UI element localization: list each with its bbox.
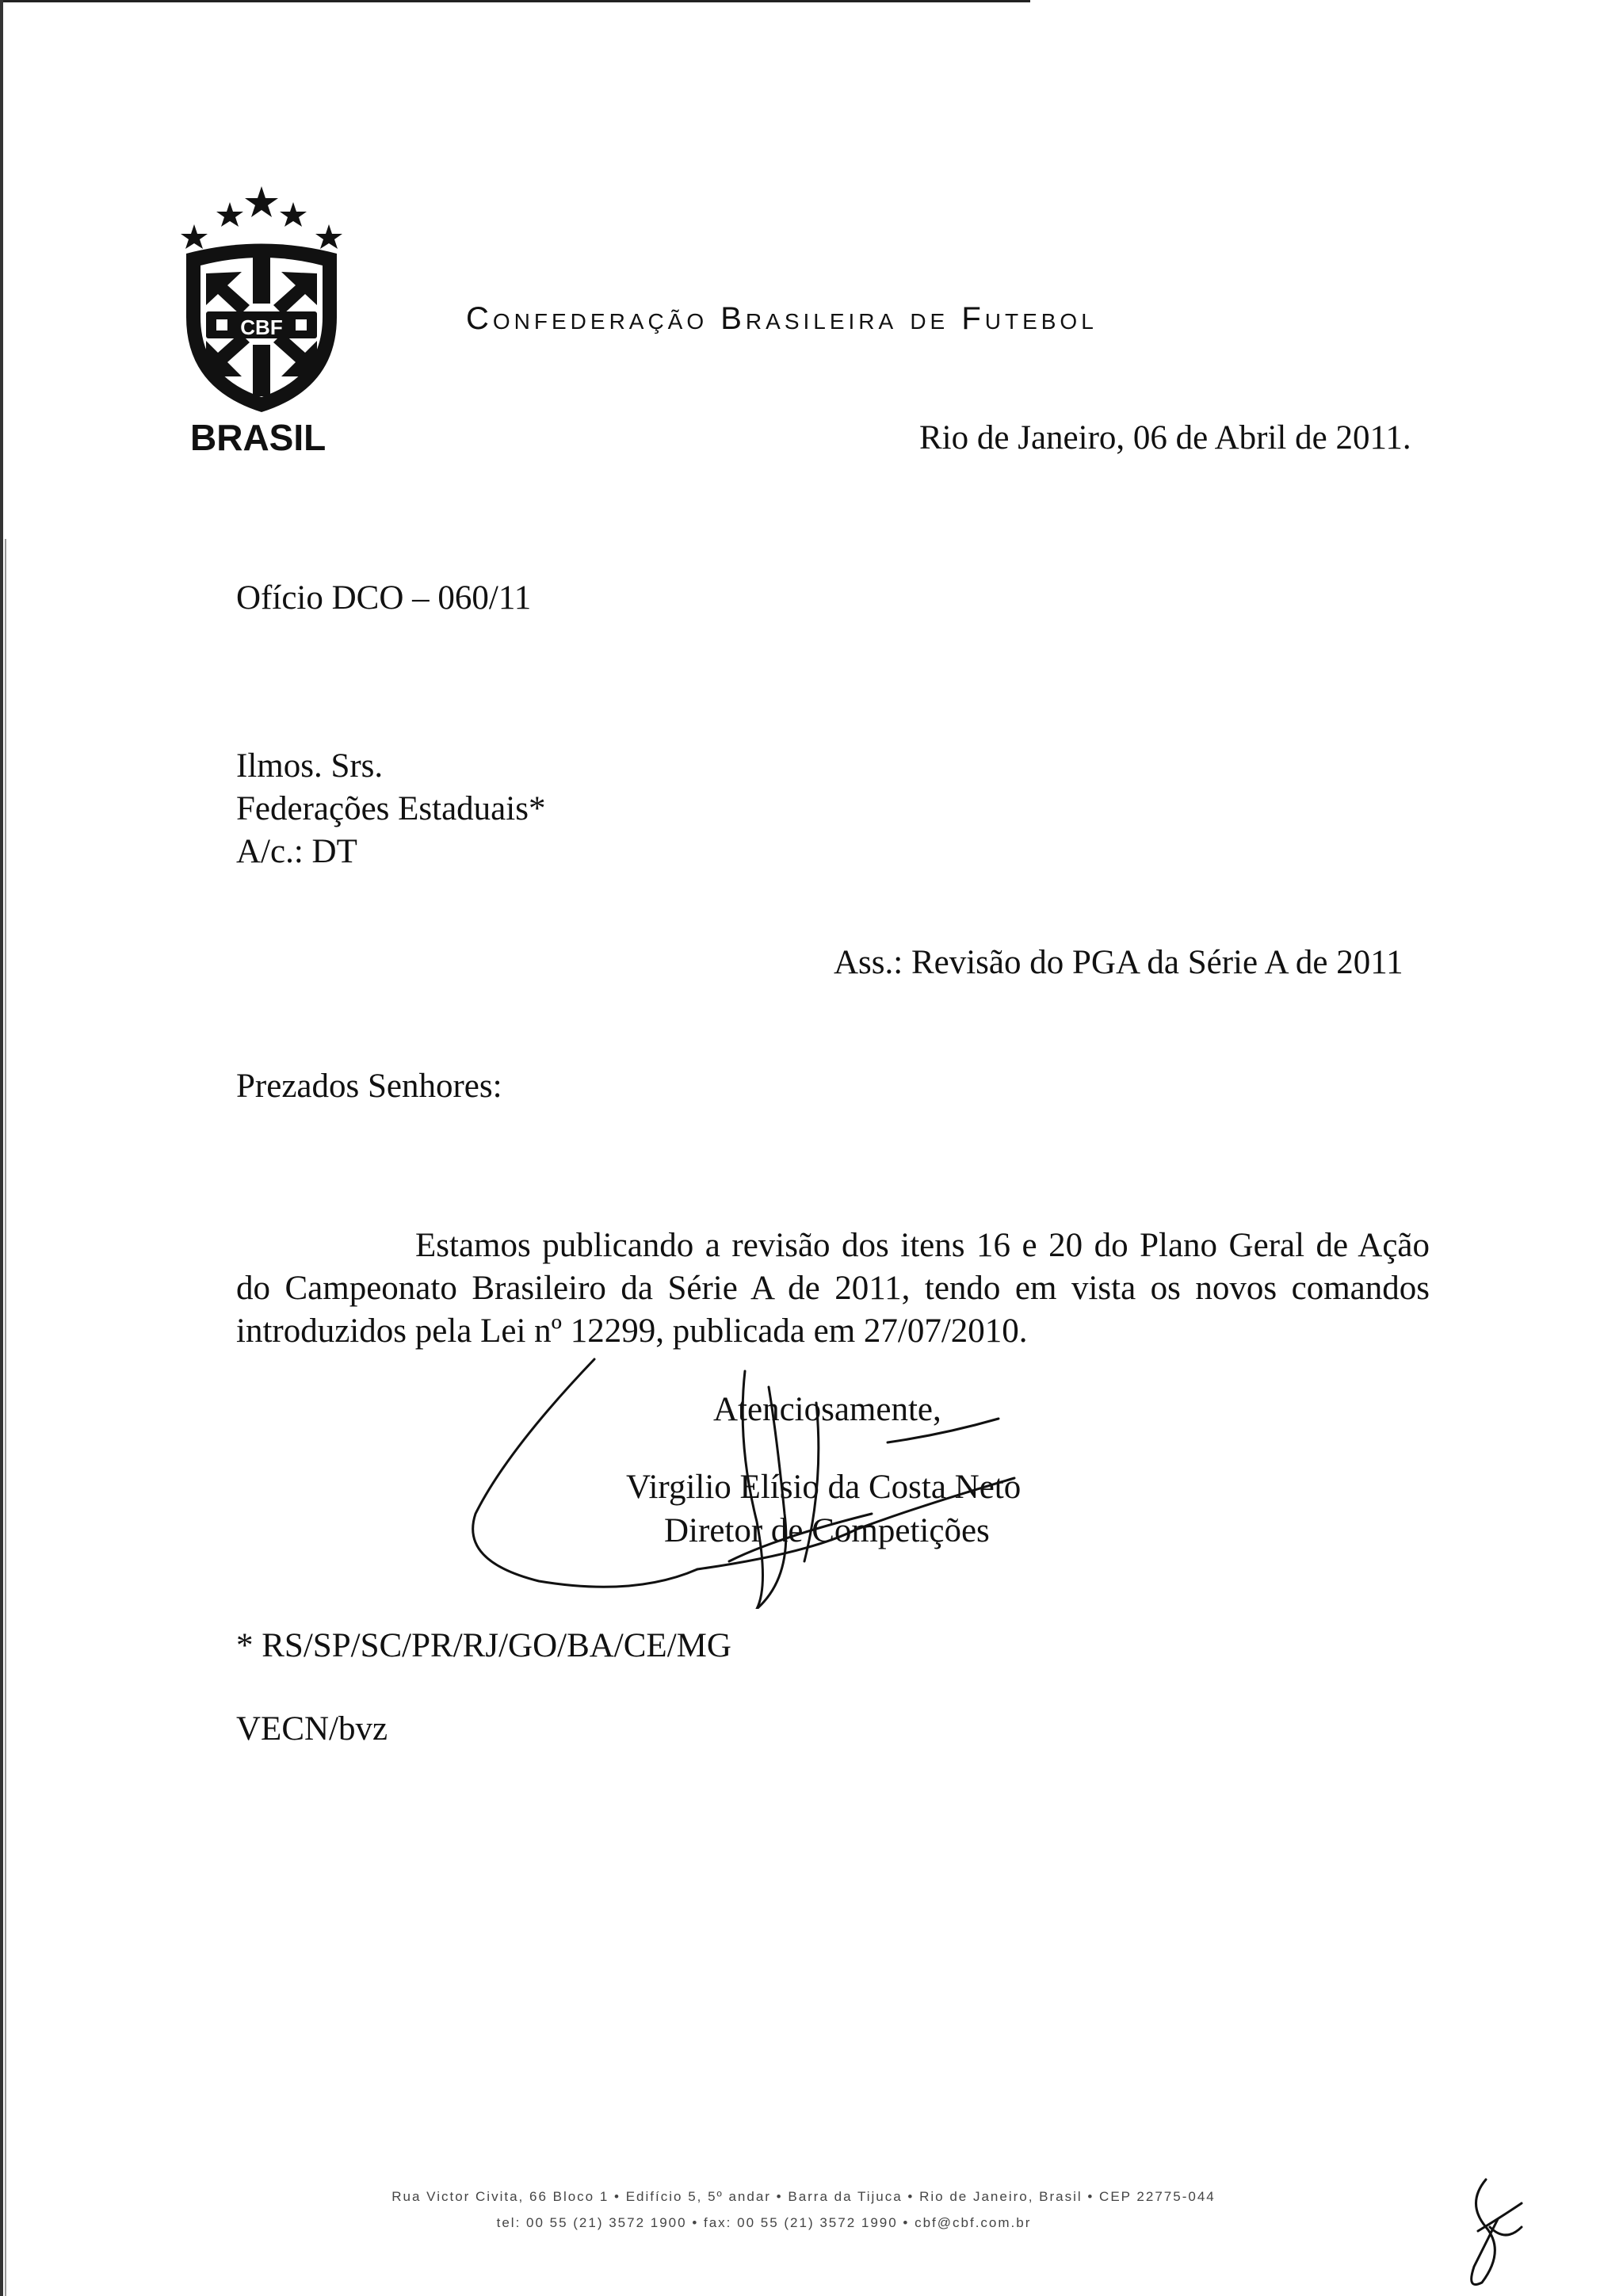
cbf-crest-logo <box>170 178 353 448</box>
handwritten-initial-mark <box>1442 2172 1529 2290</box>
star-icon <box>280 202 307 227</box>
handwritten-signature <box>444 1324 1046 1609</box>
addressee-line: A/c.: DT <box>236 833 357 870</box>
logo-wordmark: BRASIL <box>190 417 327 458</box>
body-paragraph: Estamos publicando a revisão dos itens 16 e 20 do Plano Geral de Ação do Campeonato Brasileiro da Série A de 2011, tendo em vista os novos comandos introduzidos pela Lei nº 12299, publicada em 27/07/2010. <box>236 1227 1430 1350</box>
date-line: Rio de Janeiro, 06 de Abril de 2011. <box>919 419 1411 457</box>
typist-initials: VECN/bvz <box>236 1710 388 1748</box>
star-icon <box>181 224 208 249</box>
addressee-line: Federações Estaduais* <box>236 790 546 827</box>
scan-edge-line <box>5 539 6 2296</box>
signer-name: Virgilio Elísio da Costa Neto <box>626 1469 1022 1506</box>
federations-list: * RS/SP/SC/PR/RJ/GO/BA/CE/MG <box>236 1627 731 1664</box>
closing: Atenciosamente, <box>713 1391 941 1428</box>
addressee-block <box>236 745 545 873</box>
star-icon <box>315 224 342 249</box>
logo-cbf-text: CBF <box>240 315 283 339</box>
footer-contact: tel: 00 55 (21) 3572 1900 • fax: 00 55 (21) 3572 1990 • cbf@cbf.com.br <box>496 2215 1032 2230</box>
scan-edge-top <box>0 0 1030 2</box>
organization-name: Confederação Brasileira de Futebol <box>466 301 1098 336</box>
greeting: Prezados Senhores: <box>236 1068 502 1105</box>
star-icon <box>216 202 243 227</box>
subject-line: Ass.: Revisão do PGA da Série A de 2011 <box>834 944 1403 981</box>
footer-address: Rua Victor Civita, 66 Bloco 1 • Edifício 5, 5º andar • Barra da Tijuca • Rio de Janeiro, Brasil • CEP 22775-044 <box>391 2189 1216 2204</box>
scan-edge-left <box>0 0 3 2296</box>
addressee-line: Ilmos. Srs. <box>236 747 384 785</box>
signer-title: Diretor de Competições <box>664 1512 990 1549</box>
letter-reference: Ofício DCO – 060/11 <box>236 579 532 617</box>
star-icon <box>245 186 278 217</box>
